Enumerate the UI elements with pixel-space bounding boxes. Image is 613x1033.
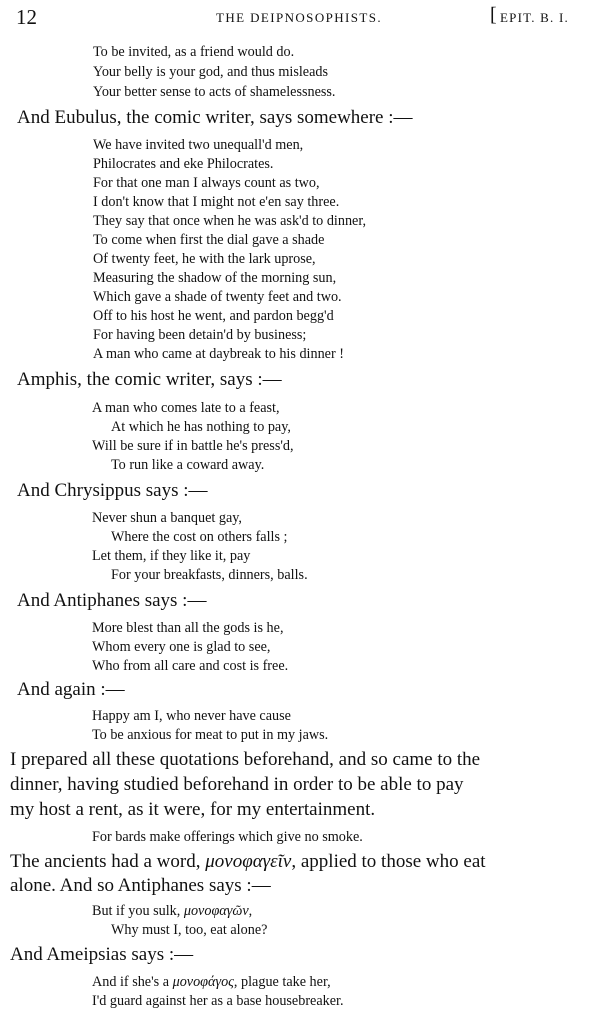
verse-line: They say that once when he was ask'd to dinner,: [93, 213, 367, 229]
prose-text: The ancients had a word,: [10, 851, 206, 872]
verse-line: To be anxious for meat to put in my jaws.: [92, 727, 329, 743]
quotation-intro: And Antiphanes says :—: [17, 590, 207, 611]
verse-line: Let them, if they like it, pay: [92, 548, 251, 564]
prose-text: , applied to those who eat: [291, 851, 486, 872]
verse-line: Your better sense to acts of shamelessness.: [93, 84, 336, 100]
quotation-intro: Amphis, the comic writer, says :—: [17, 369, 282, 390]
greek-word: μονοφαγεῖν: [205, 851, 292, 872]
verse-line: For your breakfasts, dinners, balls.: [111, 567, 308, 583]
verse-line: At which he has nothing to pay,: [111, 419, 291, 435]
verse-line: I don't know that I might not e'en say three.: [93, 194, 340, 210]
greek-word: μονοφάγος: [172, 974, 234, 990]
verse-line: Whom every one is glad to see,: [92, 639, 271, 655]
verse-line: To come when first the dial gave a shade: [93, 232, 325, 248]
verse-line: Of twenty feet, he with the lark uprose,: [93, 251, 316, 267]
verse-line: Your belly is your god, and thus misleads: [93, 64, 329, 80]
verse-line: Happy am I, who never have cause: [92, 708, 291, 724]
verse-text: ,: [248, 903, 253, 919]
verse-line: Will be sure if in battle he's press'd,: [92, 438, 294, 454]
prose-line: my host a rent, as it were, for my entertainment.: [10, 799, 376, 820]
quotation-intro: And again :—: [17, 679, 125, 700]
page-number: 12: [16, 5, 37, 29]
page-header: [6, 4, 606, 28]
verse-text: , plague take her,: [233, 974, 331, 990]
verse-line: Why must I, too, eat alone?: [111, 922, 268, 938]
verse-line: Where the cost on others falls ;: [111, 529, 288, 545]
verse-line: I'd guard against her as a base housebreaker.: [92, 993, 344, 1009]
quotation-intro: And Eubulus, the comic writer, says somewhere :—: [17, 107, 413, 128]
verse-line: We have invited two unequall'd men,: [93, 137, 304, 153]
quotation-intro: And Chrysippus says :—: [17, 480, 208, 501]
verse-line: To run like a coward away.: [111, 457, 265, 473]
prose-line: [10, 851, 486, 873]
verse-line: For that one man I always count as two,: [93, 175, 320, 191]
verse-line: Who from all care and cost is free.: [92, 658, 289, 674]
verse-line: A man who came at daybreak to his dinner !: [93, 346, 344, 362]
running-head: THE DEIPNOSOPHISTS.: [216, 10, 383, 25]
verse-line: For having been detain'd by business;: [93, 327, 307, 343]
prose-line: dinner, having studied beforehand in order to be able to pay: [10, 774, 464, 795]
verse-line: [92, 974, 331, 991]
verse-line: To be invited, as a friend would do.: [93, 44, 295, 60]
section-reference: [ EPIT. B. I.: [500, 10, 569, 26]
verse-line: Which gave a shade of twenty feet and two.: [93, 289, 342, 305]
quotation-intro: And Ameipsias says :—: [10, 944, 194, 965]
prose-line: alone. And so Antiphanes says :—: [10, 875, 271, 896]
verse-text: But if you sulk,: [92, 903, 184, 919]
prose-line: I prepared all these quotations beforehand, and so came to the: [10, 749, 481, 770]
verse-line: Philocrates and eke Philocrates.: [93, 156, 274, 172]
verse-line: For bards make offerings which give no smoke.: [92, 829, 363, 845]
verse-text: And if she's a: [92, 974, 173, 990]
verse-line: A man who comes late to a feast,: [92, 400, 280, 416]
verse-line: Never shun a banquet gay,: [92, 510, 242, 526]
greek-word: μονοφαγῶν: [183, 903, 249, 919]
verse-line: Off to his host he went, and pardon begg'd: [93, 308, 334, 324]
verse-line: [92, 903, 252, 920]
verse-line: Measuring the shadow of the morning sun,: [93, 270, 337, 286]
verse-line: More blest than all the gods is he,: [92, 620, 284, 636]
